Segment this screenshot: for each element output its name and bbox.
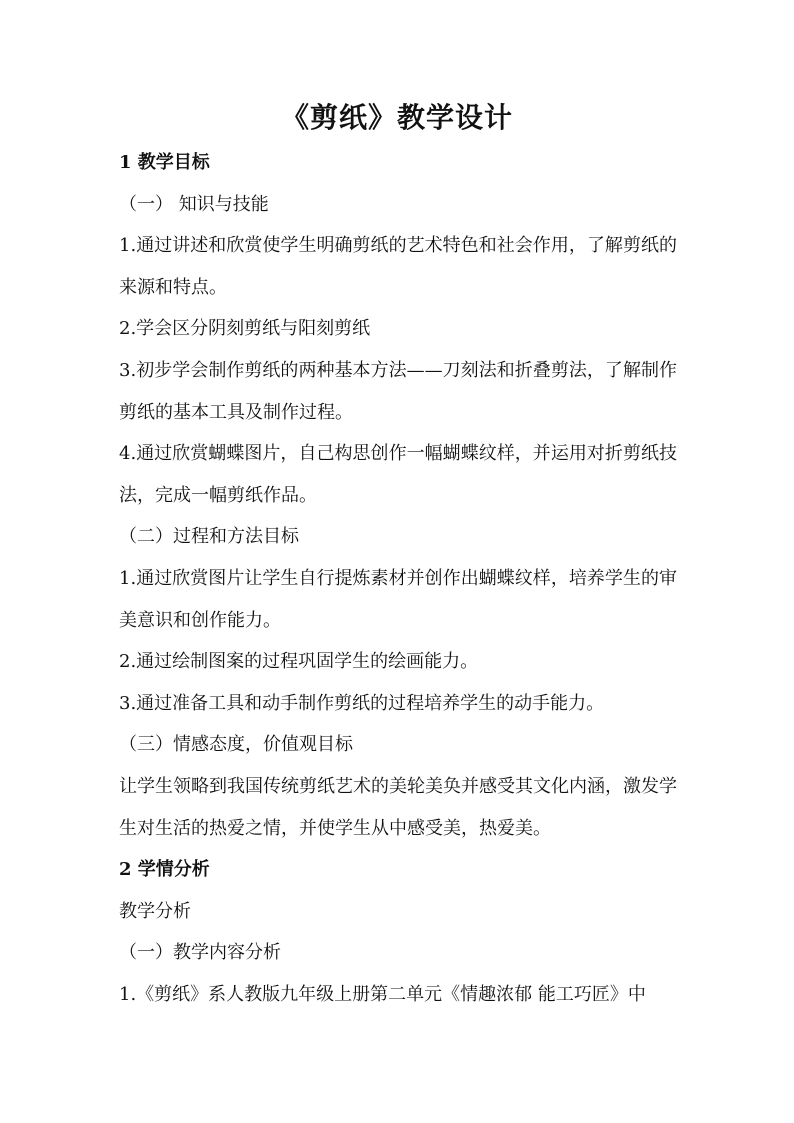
subheading-teaching-analysis: 教学分析 [119,900,191,922]
paragraph-goal-2: 2.学会区分阴刻剪纸与阳刻剪纸 [119,318,371,340]
subheading-content-analysis: （一）教学内容分析 [119,942,281,964]
subheading-knowledge-skills: （一） 知识与技能 [119,193,269,215]
paragraph-goal-4: 4.通过欣赏蝴蝶图片，自己构思创作一幅蝴蝶纹样，并运用对折剪纸技法，完成一幅剪纸作品。 [119,443,677,506]
paragraph-process-1: 1.通过欣赏图片让学生自行提炼素材并创作出蝴蝶纹样，培养学生的审美意识和创作能力。 [119,567,677,631]
paragraph-goal-1: 1.通过讲述和欣赏使学生明确剪纸的艺术特色和社会作用，了解剪纸的来源和特点。 [119,235,677,298]
document-body [119,142,677,1015]
paragraph-emotion: 让学生领略到我国传统剪纸艺术的美轮美奂并感受其文化内涵，激发学生对生活的热爱之情，并使学生从中感受美，热爱美。 [119,775,677,839]
paragraph-content-1: 1.《剪纸》系人教版九年级上册第二单元《情趣浓郁 能工巧匠》中 [119,983,646,1005]
paragraph-goal-3: 3.初步学会制作剪纸的两种基本方法——刀刻法和折叠剪法，了解制作剪纸的基本工具及制作过程。 [119,359,677,423]
section-heading-learning-analysis: 2 学情分析 [119,859,210,881]
document-title: 《剪纸》教学设计 [280,101,513,134]
subheading-emotion-values: （三）情感态度，价值观目标 [119,734,353,756]
section-heading-teaching-goals: 1 教学目标 [119,152,210,173]
paragraph-process-3: 3.通过准备工具和动手制作剪纸的过程培养学生的动手能力。 [119,692,605,714]
paragraph-process-2: 2.通过绘制图案的过程巩固学生的绘画能力。 [119,651,479,673]
subheading-process-method: （二）过程和方法目标 [119,526,299,548]
